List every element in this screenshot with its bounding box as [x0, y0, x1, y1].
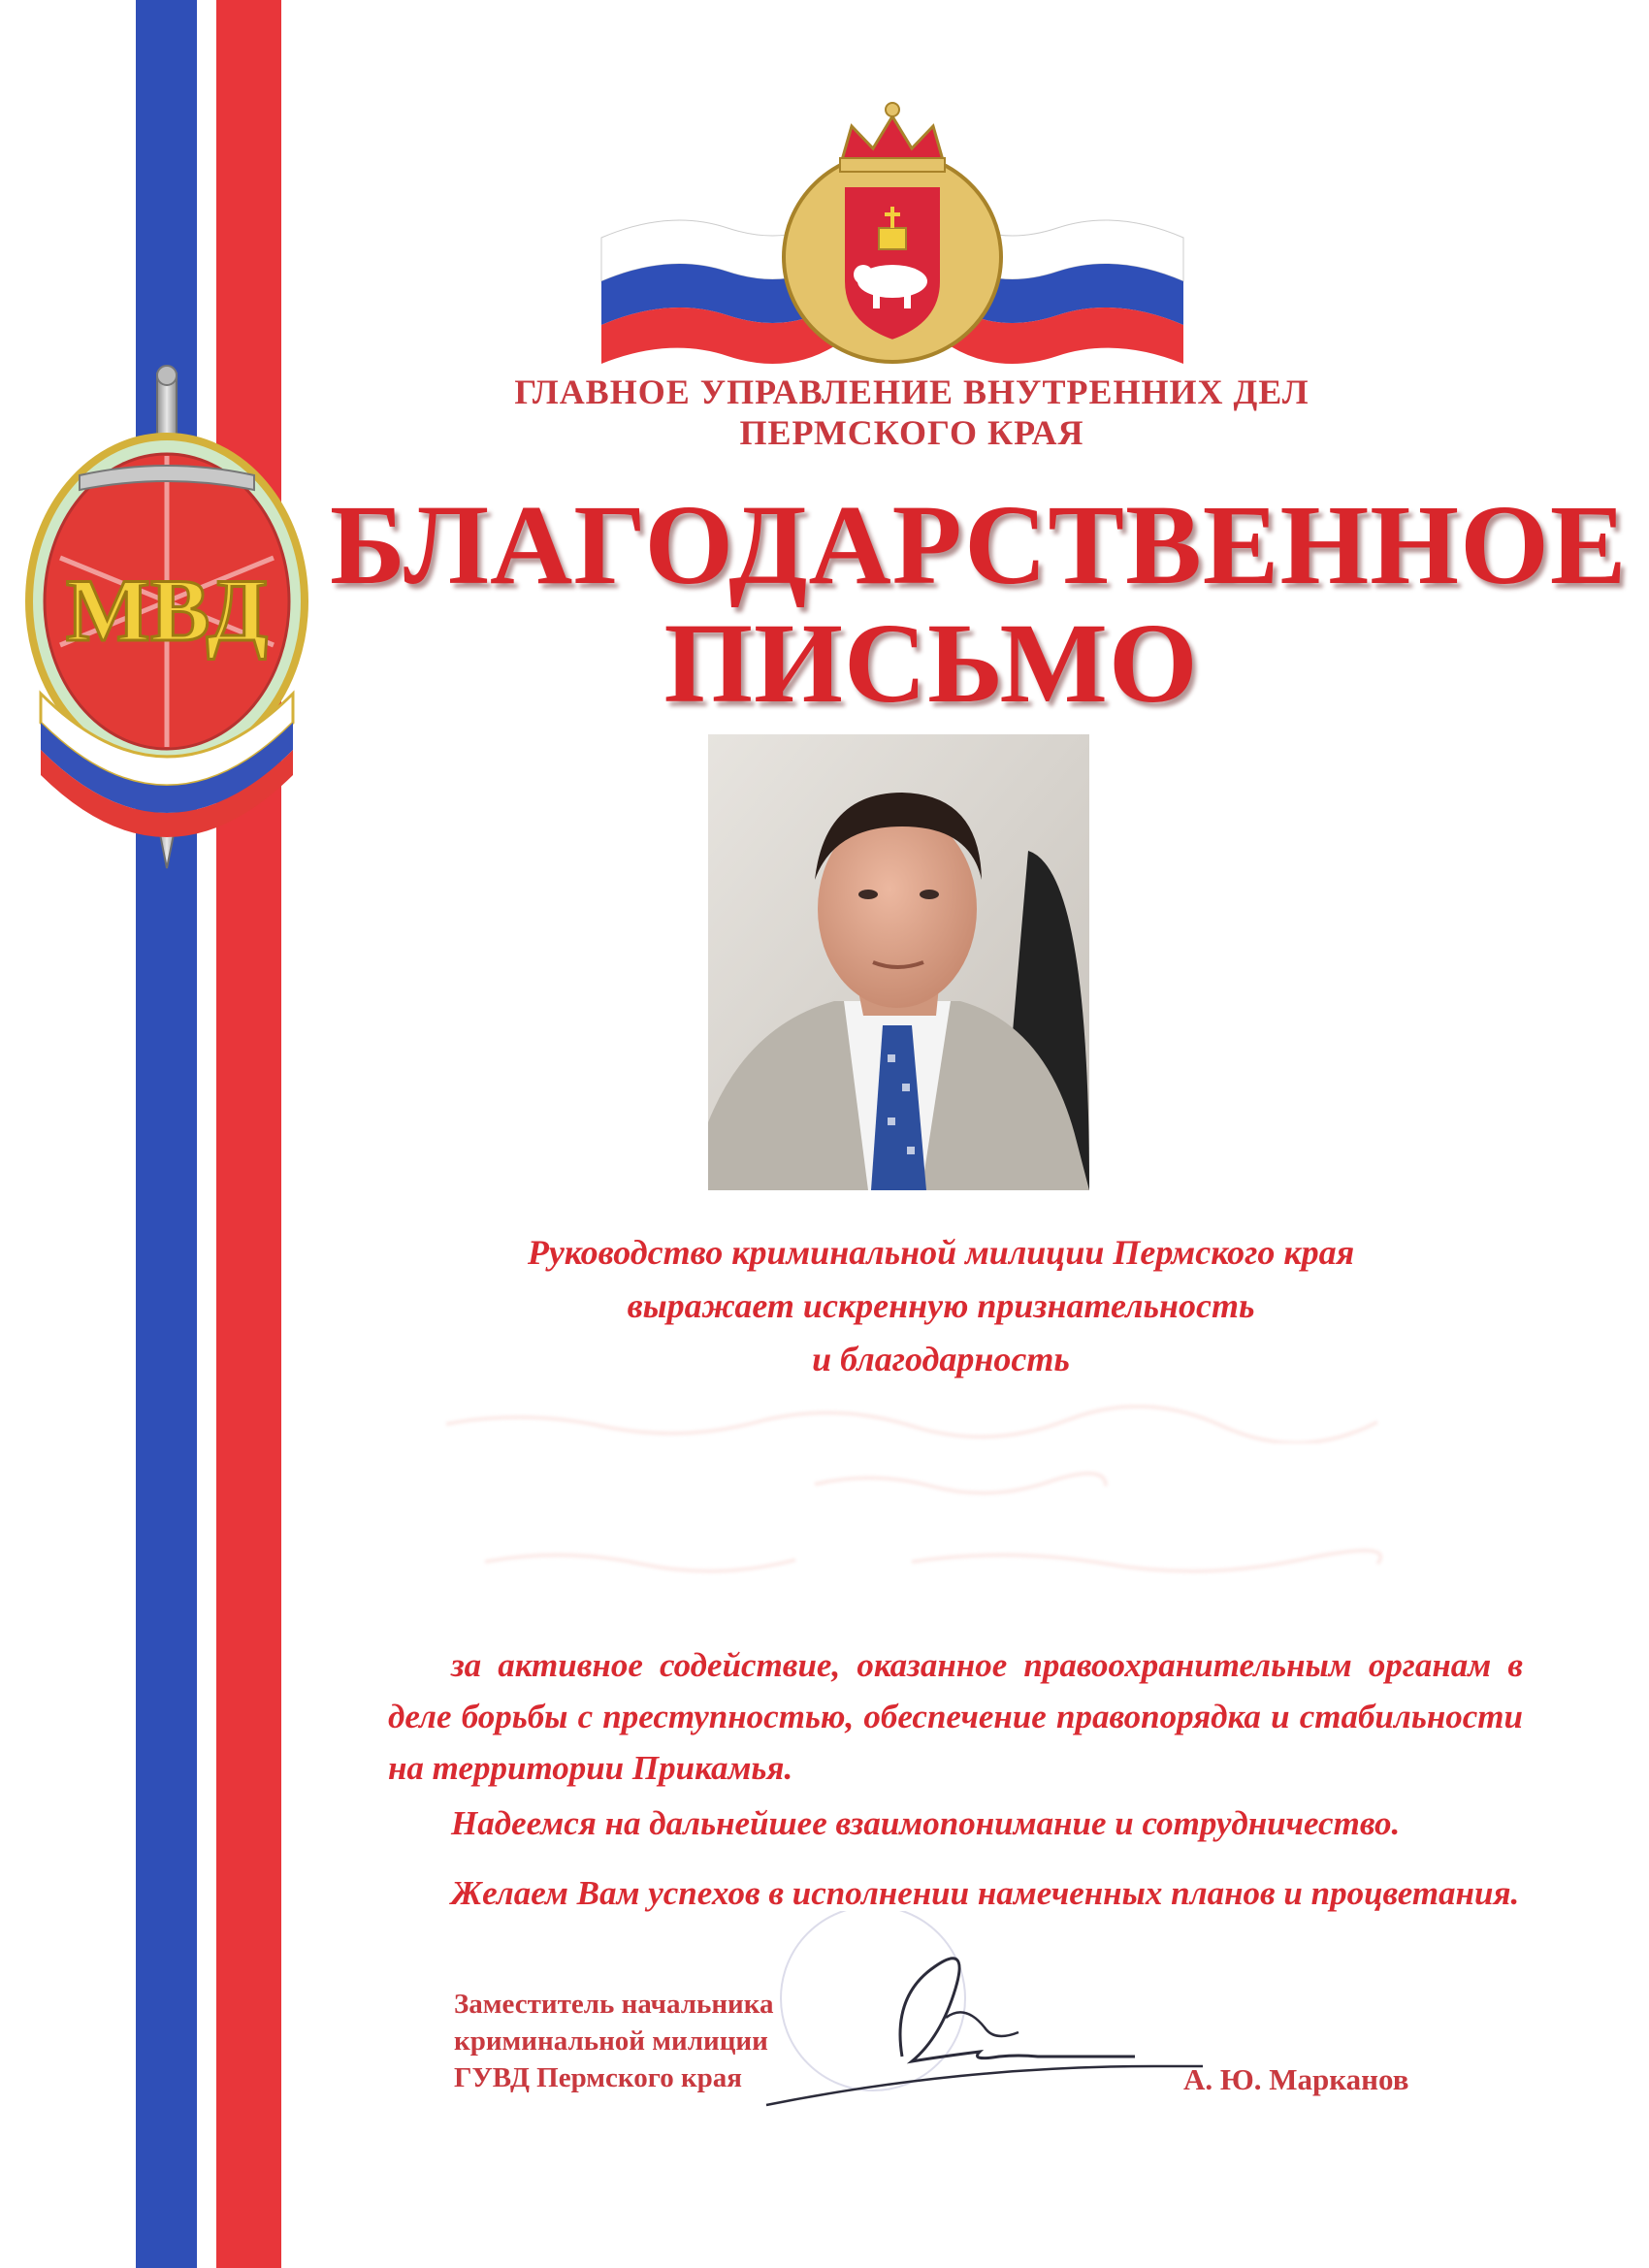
- recipient-line1: [407, 1405, 1494, 1443]
- intro-line2: выражает искренную признательность: [627, 1286, 1255, 1325]
- portrait-photo: [708, 734, 1089, 1190]
- document-title-line2: ПИСЬМО: [663, 599, 1199, 727]
- mvd-emblem-text: МВД: [66, 561, 268, 660]
- flag-stripe-white: [197, 0, 216, 2268]
- signatory-position-line3: ГУВД Пермского края: [454, 2062, 742, 2093]
- flag-stripe-red: [216, 0, 281, 2268]
- mvd-emblem-icon: [21, 364, 312, 873]
- document-title-line1: БЛАГОДАРСТВЕННОЕ: [330, 481, 1628, 608]
- flag-stripe-blue: [136, 0, 197, 2268]
- hope-paragraph: Надеемся на дальнейшее взаимопонимание и сотрудничество.: [451, 1804, 1401, 1842]
- signatory-position-line1: Заместитель начальника: [454, 1989, 774, 2020]
- agency-name-line1: ГЛАВНОЕ УПРАВЛЕНИЕ ВНУТРЕННИХ ДЕЛ: [514, 373, 1310, 411]
- signatory-position-line2: криминальной милиции: [454, 2025, 768, 2057]
- wishes-paragraph: Желаем Вам успехов в исполнении намеченных планов и процветания.: [451, 1874, 1520, 1912]
- handwritten-signature: [747, 1911, 1271, 2134]
- recipient-line3: [407, 1542, 1494, 1581]
- signatory-name: А. Ю. Марканов: [1183, 2062, 1409, 2096]
- intro-line1: Руководство криминальной милиции Пермского края: [527, 1233, 1355, 1272]
- recipient-line2: [407, 1465, 1494, 1504]
- intro-line3: и благодарность: [812, 1340, 1070, 1378]
- reason-paragraph: за активное содействие, оказанное правоохранительным органам в деле борьбы с преступностью, обеспечение правопорядка и стабильности на территории Прикамья.: [388, 1646, 1523, 1787]
- perm-krai-coat-of-arms-icon: [592, 92, 1193, 364]
- agency-name-line2: ПЕРМСКОГО КРАЯ: [739, 413, 1084, 452]
